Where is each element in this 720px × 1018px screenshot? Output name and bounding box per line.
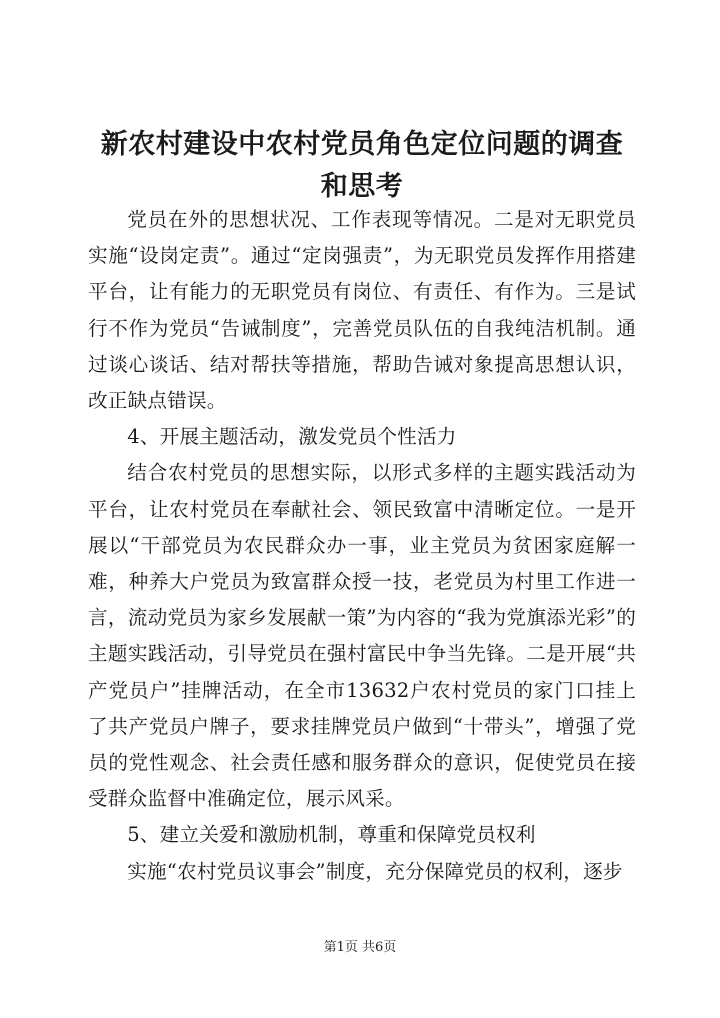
document-title: 新农村建设中农村党员角色定位问题的调查和思考 <box>100 129 624 202</box>
paragraph: 结合农村党员的思想实际，以形式多样的主题实践活动为平台，让农村党员在奉献社会、领民致富中清晰定位。一是开展以“干部党员为农民群众办一事，业主党员为贫困家庭解一难，种养大户党员为致富群众授一技，老党员为村里工作进一言，流动党员为家乡发展献一策”为内容的“我为党旗添光彩”的主题实践活动，引导党员在强村富民中争当先锋。二是开展“共产党员户”挂牌活动，在全市13632户农村党员的家门口挂上了共产党员户牌子，要求挂牌党员户做到“十带头”，增强了党员的党性观念、社会责任感和服务群众的意识，促使党员在接受群众监督中准确定位，展示风采。 <box>88 461 636 811</box>
document-body <box>88 202 636 890</box>
page-footer: 第1页 共6页 <box>323 940 397 955</box>
paragraph: 实施“农村党员议事会”制度，充分保障党员的权利，逐步 <box>127 859 623 883</box>
section-heading: 5、建立关爱和激励机制，尊重和保障党员权利 <box>127 823 536 847</box>
section-heading: 4、开展主题活动，激发党员个性活力 <box>127 425 457 449</box>
paragraph: 党员在外的思想状况、工作表现等情况。二是对无职党员实施“设岗定责”。通过“定岗强责”，为无职党员发挥作用搭建平台，让有能力的无职党员有岗位、有责任、有作为。三是试行不作为党员“告诫制度”，完善党员队伍的自我纯洁机制。通过谈心谈话、结对帮扶等措施，帮助告诫对象提高思想认识，改正缺点错误。 <box>88 208 636 413</box>
